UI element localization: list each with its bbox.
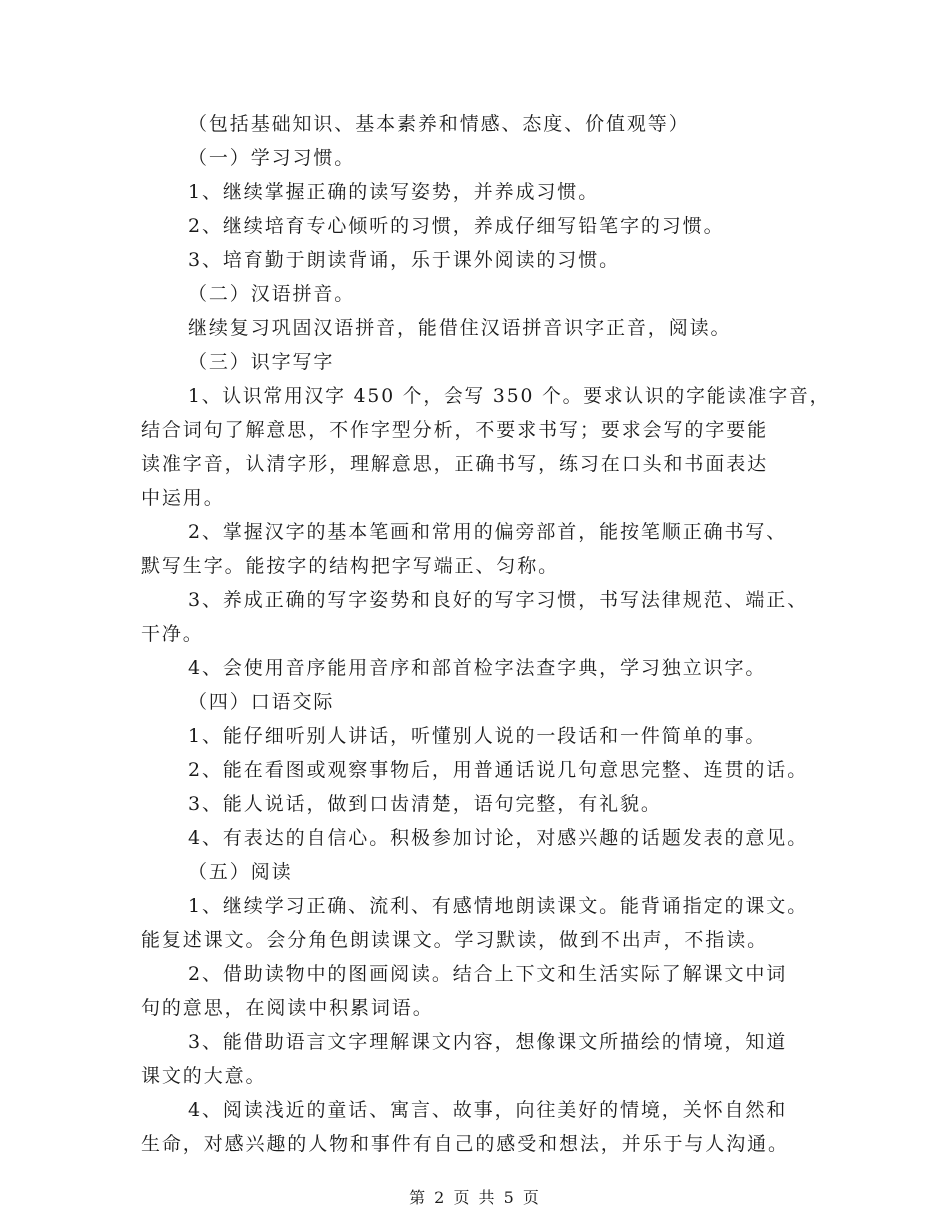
text-line: 2、继续培育专心倾听的习惯，养成仔细写铅笔字的习惯。 xyxy=(188,215,725,237)
text-line: 3、能借助语言文字理解课文内容，想像课文所描绘的情境，知道 xyxy=(188,1031,788,1053)
text-line: 3、养成正确的写字姿势和良好的写字习惯，书写法律规范、端正、 xyxy=(188,589,809,611)
text-line: 结合词句了解意思，不作字型分析，不要求书写；要求会写的字要能 xyxy=(141,419,769,441)
text-line: 1、能仔细听别人讲话，听懂别人说的一段话和一件简单的事。 xyxy=(188,725,767,747)
text-line: 4、会使用音序能用音序和部首检字法查字典，学习独立识字。 xyxy=(188,657,767,679)
section-heading: （一）学习习惯。 xyxy=(188,147,356,169)
page-number-footer: 第 2 页 共 5 页 xyxy=(409,1188,541,1207)
text-line: 2、借助读物中的图画阅读。结合上下文和生活实际了解课文中词 xyxy=(188,963,788,985)
section-heading: （二）汉语拼音。 xyxy=(188,283,356,305)
text-line: 读准字音，认清字形，理解意思，正确书写，练习在口头和书面表达 xyxy=(141,453,769,475)
text-line: 继续复习巩固汉语拼音，能借住汉语拼音识字正音，阅读。 xyxy=(188,317,732,339)
text-line: （包括基础知识、基本素养和情感、态度、价值观等） xyxy=(188,113,690,135)
text-line: 1、认识常用汉字 450 个，会写 350 个。要求认识的字能读准字音， xyxy=(188,385,831,407)
text-line: 2、掌握汉字的基本笔画和常用的偏旁部首，能按笔顺正确书写、 xyxy=(188,521,788,543)
section-heading: （四）口语交际 xyxy=(188,691,335,713)
text-line: 4、有表达的自信心。积极参加讨论，对感兴趣的话题发表的意见。 xyxy=(188,827,809,849)
text-line: 默写生字。能按字的结构把字写端正、匀称。 xyxy=(141,555,560,577)
text-line: 句的意思，在阅读中积累词语。 xyxy=(141,997,434,1019)
text-line: 干净。 xyxy=(141,623,204,645)
text-line: 1、继续学习正确、流利、有感情地朗读课文。能背诵指定的课文。 xyxy=(188,895,809,917)
text-line: 能复述课文。会分角色朗读课文。学习默读，做到不出声，不指读。 xyxy=(141,929,769,951)
text-line: 3、能人说话，做到口齿清楚，语句完整，有礼貌。 xyxy=(188,793,662,815)
text-line: 中运用。 xyxy=(141,487,225,509)
text-line: 课文的大意。 xyxy=(141,1065,267,1087)
text-line: 2、能在看图或观察事物后，用普通话说几句意思完整、连贯的话。 xyxy=(188,759,809,781)
section-heading: （三）识字写字 xyxy=(188,351,335,373)
text-line: 4、阅读浅近的童话、寓言、故事，向往美好的情境，关怀自然和 xyxy=(188,1099,788,1121)
text-line: 生命，对感兴趣的人物和事件有自己的感受和想法，并乐于与人沟通。 xyxy=(141,1133,789,1155)
text-line: 1、继续掌握正确的读写姿势，并养成习惯。 xyxy=(188,181,600,203)
section-heading: （五）阅读 xyxy=(188,861,293,883)
text-line: 3、培育勤于朗读背诵，乐于课外阅读的习惯。 xyxy=(188,249,620,271)
